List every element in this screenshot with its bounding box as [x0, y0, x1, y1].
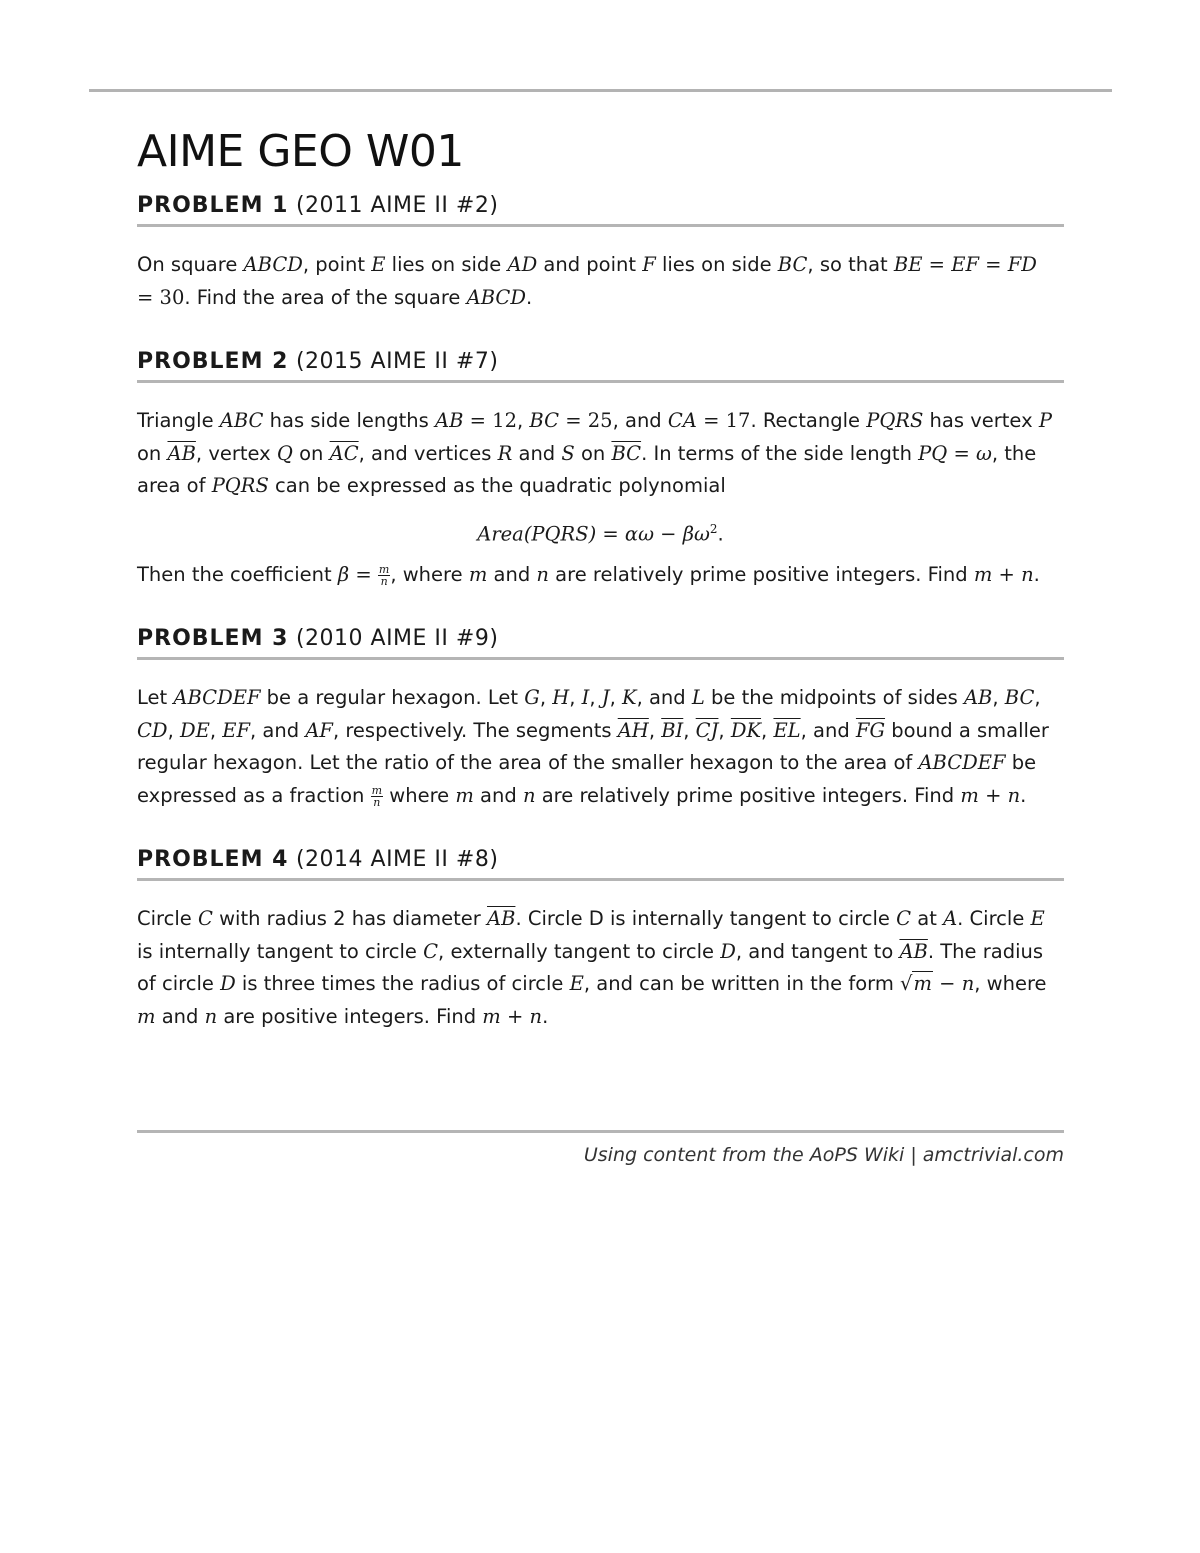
- segment: $\overline{CJ}$: [695, 718, 719, 742]
- math: L: [691, 686, 705, 709]
- paragraph: [137, 405, 1064, 503]
- math: C: [896, 907, 912, 930]
- square-root: [900, 971, 933, 995]
- math: P: [1038, 409, 1052, 432]
- exponent: 2: [709, 521, 718, 536]
- segment: $\overline{AB}$: [167, 441, 196, 465]
- text: ,: [589, 686, 602, 709]
- text: can be expressed as the quadratic polynomial: [268, 474, 726, 497]
- text: are relatively prime positive integers. Find: [548, 562, 974, 586]
- math: D: [720, 939, 736, 963]
- text: and: [155, 1004, 205, 1028]
- math: AB: [963, 686, 993, 709]
- problem-3: [137, 625, 1064, 812]
- text: .: [1020, 783, 1027, 807]
- math: ABCD: [243, 253, 303, 276]
- text: on: [137, 441, 168, 465]
- display-formula: [137, 513, 1064, 551]
- problem-text: [137, 682, 1064, 812]
- math: − n: [932, 972, 975, 995]
- text: , and vertices: [358, 441, 498, 465]
- fraction: [371, 785, 383, 808]
- problem-source: (2010 AIME II #9): [295, 626, 499, 651]
- math: ABC: [219, 409, 264, 432]
- page-title: AIME GEO W01: [137, 126, 464, 177]
- text: .: [542, 1004, 549, 1028]
- text: , and: [250, 718, 306, 742]
- text: Circle: [137, 907, 198, 930]
- text: are positive integers. Find: [217, 1004, 483, 1028]
- text: ,: [539, 686, 553, 709]
- footer-credit: Using content from the AoPS Wiki | amctrivial.com: [583, 1144, 1064, 1166]
- math: 17: [725, 409, 751, 432]
- math: E: [1030, 907, 1045, 930]
- text: is internally tangent to circle: [137, 939, 424, 963]
- text: , and: [800, 718, 856, 742]
- text: on: [574, 441, 612, 465]
- segment: $\overline{AH}$: [617, 718, 649, 742]
- bottom-rule: [137, 1130, 1064, 1133]
- math: m: [137, 1004, 156, 1028]
- problem-label: PROBLEM 3: [137, 626, 289, 651]
- text: , and can be written in the form: [583, 972, 901, 995]
- text: and: [473, 783, 523, 807]
- problem-text: [137, 405, 1064, 591]
- math: BC: [1004, 686, 1035, 709]
- math: C: [197, 907, 213, 930]
- radical-sign: √: [900, 972, 913, 995]
- problem-text: [137, 249, 1064, 314]
- text: ,: [569, 686, 582, 709]
- math: R: [497, 441, 513, 465]
- text: , where: [974, 972, 1047, 995]
- math: J: [601, 686, 610, 709]
- math: =: [137, 285, 160, 309]
- math: S: [561, 441, 575, 465]
- text: ,: [167, 718, 180, 742]
- text: be a regular hexagon. Let: [260, 686, 525, 709]
- text: .: [717, 522, 724, 545]
- problem-1: [137, 192, 1064, 314]
- text: . In terms of the side length: [641, 441, 919, 465]
- math: F: [642, 253, 656, 276]
- math: BE = EF = FD: [893, 253, 1037, 276]
- text: ,: [718, 718, 731, 742]
- numerator: m: [378, 562, 390, 576]
- text: are relatively prime positive integers. Find: [535, 783, 961, 807]
- problem-source: (2014 AIME II #8): [295, 847, 499, 872]
- text: , so that: [807, 253, 894, 276]
- math: m + n: [960, 783, 1021, 807]
- math: EF: [222, 718, 251, 742]
- text: . Circle D is internally tangent to circle: [515, 907, 897, 930]
- text: lies on side: [385, 253, 508, 276]
- text: , respectively. The segments: [332, 718, 618, 742]
- text: Then the coefficient: [137, 562, 338, 586]
- math: 12: [492, 409, 517, 432]
- denominator: n: [373, 795, 381, 809]
- math: m + n: [482, 1004, 543, 1028]
- fraction: [378, 564, 390, 587]
- text: be the midpoints of sides: [704, 686, 964, 709]
- text: ,: [209, 718, 223, 742]
- math: BC: [777, 253, 808, 276]
- text: ,: [648, 718, 662, 742]
- text: where: [383, 783, 456, 807]
- math: Area: [477, 522, 524, 545]
- math: BC =: [529, 409, 588, 432]
- problem-label: PROBLEM 1: [137, 193, 289, 218]
- text: and point: [537, 253, 643, 276]
- math: PQRS: [866, 409, 924, 432]
- text: .: [1033, 562, 1040, 586]
- math: A: [943, 907, 958, 930]
- math: n: [536, 562, 549, 586]
- problem-4: [137, 846, 1064, 1033]
- math: PQRS: [211, 474, 269, 497]
- math: Q: [276, 441, 293, 465]
- problem-heading: [137, 192, 1064, 227]
- math: AB =: [435, 409, 493, 432]
- text: is three times the radius of circle: [235, 972, 570, 995]
- segment: $\overline{AB}$: [899, 939, 928, 963]
- segment: $\overline{AB}$: [487, 907, 516, 930]
- math: DE: [179, 718, 210, 742]
- text: and: [512, 441, 562, 465]
- text: , and: [612, 409, 668, 432]
- math: E: [569, 972, 584, 995]
- text: has vertex: [923, 409, 1039, 432]
- segment: $\overline{EL}$: [773, 718, 801, 742]
- text: , externally tangent to circle: [438, 939, 721, 963]
- text: ,: [1034, 686, 1041, 709]
- text: ,: [609, 686, 622, 709]
- problem-heading: [137, 348, 1064, 383]
- math: ABCD: [466, 285, 526, 309]
- text: On square: [137, 253, 244, 276]
- text: ,: [992, 686, 1005, 709]
- text: .: [525, 285, 533, 309]
- text: has side lengths: [263, 409, 436, 432]
- segment: $\overline{BI}$: [661, 718, 684, 742]
- math: CA =: [667, 409, 726, 432]
- math: CD: [137, 718, 168, 742]
- text: bound a smaller regular hexagon. Let the ratio of the area of the smaller hexagon to the area of: [137, 718, 1049, 774]
- math: n: [522, 783, 536, 807]
- math: ABCDEF: [918, 751, 1006, 774]
- math: C: [423, 939, 439, 963]
- segment: $\overline{DK}$: [730, 718, 762, 742]
- top-rule: [89, 89, 1112, 92]
- text: lies on side: [655, 253, 778, 276]
- text: , where: [390, 562, 469, 586]
- text: . Circle: [957, 907, 1031, 930]
- math: ABCDEF: [173, 686, 261, 709]
- math: AD: [507, 253, 538, 276]
- math: G: [524, 686, 540, 709]
- math: m: [468, 562, 488, 586]
- math: K: [621, 686, 637, 709]
- denominator: n: [380, 574, 388, 588]
- math: H: [552, 686, 570, 709]
- math: 25: [587, 409, 613, 432]
- text: on: [292, 441, 330, 465]
- text: and: [487, 562, 537, 586]
- text: at: [911, 907, 944, 930]
- text: Triangle: [137, 409, 220, 432]
- text: ,: [761, 718, 774, 742]
- text: ,: [683, 718, 696, 742]
- text: ,: [517, 409, 530, 432]
- radicand: m: [913, 972, 932, 995]
- text: Let: [137, 686, 174, 709]
- segment: $\overline{AC}$: [329, 441, 359, 465]
- problem-source: (2011 AIME II #2): [295, 193, 499, 218]
- paragraph: [137, 559, 1064, 592]
- problem-label: PROBLEM 4: [137, 847, 289, 872]
- problem-2: [137, 348, 1064, 591]
- text: , vertex: [195, 441, 277, 465]
- math: 30: [159, 285, 185, 309]
- text: , the area of: [137, 441, 1037, 497]
- problem-heading: [137, 846, 1064, 881]
- math: I: [581, 686, 590, 709]
- numerator: m: [371, 783, 383, 797]
- text: . Rectangle: [750, 409, 867, 432]
- math: n: [204, 1004, 218, 1028]
- segment: $\overline{FG}$: [855, 718, 886, 742]
- problem-text: [137, 903, 1064, 1033]
- text: , and: [636, 686, 692, 709]
- math: PQ = ω: [918, 441, 992, 465]
- text: with radius 2 has diameter: [212, 907, 488, 930]
- math: m + n: [973, 562, 1034, 586]
- math: AF: [305, 718, 333, 742]
- segment: $\overline{BC}$: [611, 441, 642, 465]
- text: . The radius of circle: [137, 939, 1044, 995]
- document-body: [137, 120, 1064, 1067]
- math: D: [220, 972, 236, 995]
- math: E: [371, 253, 386, 276]
- problem-label: PROBLEM 2: [137, 349, 289, 374]
- problem-heading: [137, 625, 1064, 660]
- math: (PQRS) = αω − βω: [523, 522, 710, 545]
- problem-source: (2015 AIME II #7): [295, 349, 499, 374]
- math: m: [455, 783, 474, 807]
- text: , point: [302, 253, 372, 276]
- math: β =: [337, 562, 378, 586]
- text: be expressed as a fraction: [137, 751, 1037, 807]
- text: . Find the area of the square: [184, 285, 467, 309]
- text: , and tangent to: [735, 939, 900, 963]
